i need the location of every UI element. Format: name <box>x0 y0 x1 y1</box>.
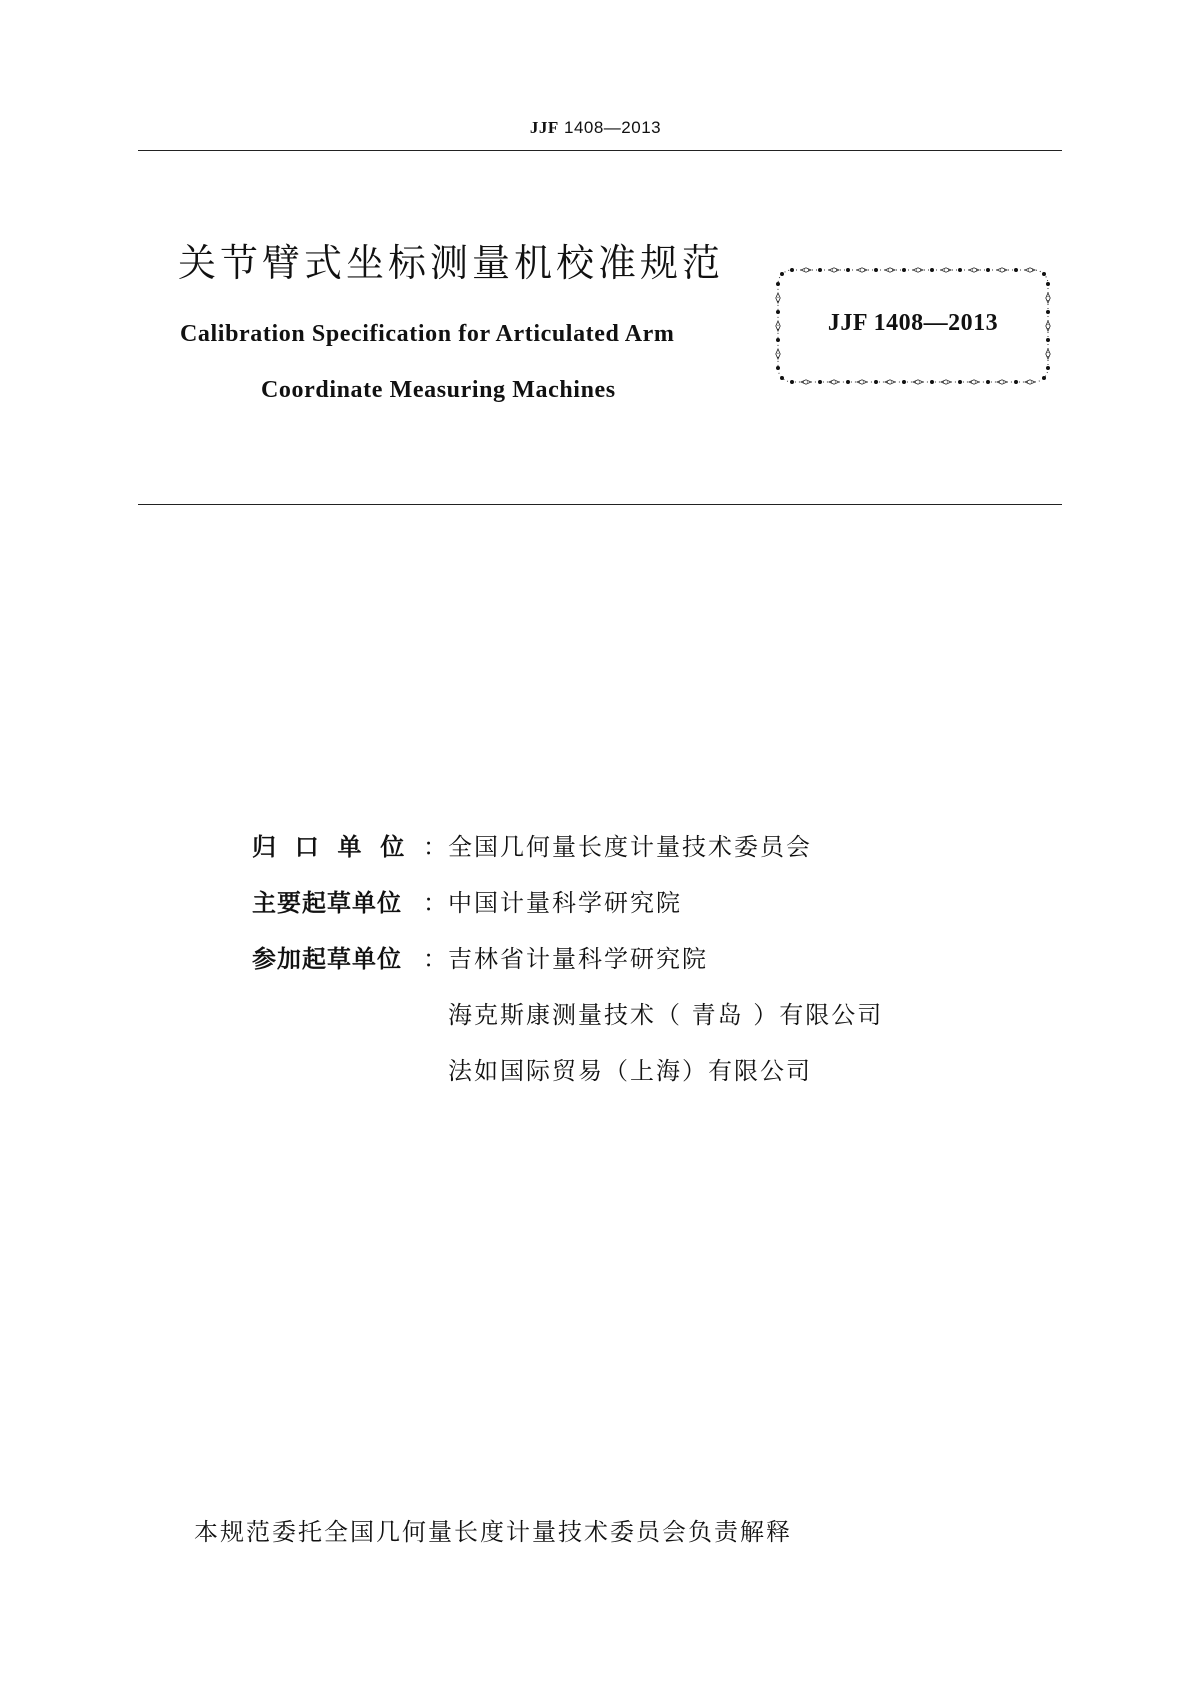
running-header <box>0 118 1191 138</box>
running-header-prefix: JJF <box>529 118 559 137</box>
unit-row-participating-2 <box>252 984 883 1040</box>
participating-value-3: 法如国际贸易（上海）有限公司 <box>448 1056 812 1085</box>
responsible-unit-label: 归 口 单 位 ： <box>252 832 448 861</box>
participating-value-2: 海克斯康测量技术（ 青岛 ）有限公司 <box>448 1000 884 1029</box>
drafting-units <box>252 816 883 1096</box>
participating-label: 参加起草单位 ： <box>252 944 448 973</box>
main-drafter-label: 主要起草单位 ： <box>252 888 448 917</box>
unit-row-participating <box>252 928 883 984</box>
responsible-unit-value: 全国几何量长度计量技术委员会 <box>448 832 812 861</box>
unit-row-responsible <box>252 816 883 872</box>
unit-row-participating-3 <box>252 1040 883 1096</box>
title-english-line-1: Calibration Specification for Articulated Arm <box>180 321 675 347</box>
top-rule <box>138 150 1062 151</box>
interpretation-note: 本规范委托全国几何量长度计量技术委员会负责解释 <box>194 1518 792 1546</box>
specification-code-box <box>774 266 1052 386</box>
participating-value-1: 吉林省计量科学研究院 <box>448 944 708 973</box>
unit-row-main-drafter <box>252 872 883 928</box>
main-drafter-value: 中国计量科学研究院 <box>448 888 682 917</box>
title-chinese: 关节臂式坐标测量机校准规范 <box>178 241 725 285</box>
title-english-line-2: Coordinate Measuring Machines <box>261 377 616 403</box>
running-header-number: 1408—2013 <box>563 118 662 137</box>
specification-code: JJF 1408—2013 <box>827 310 999 336</box>
bottom-rule <box>138 504 1062 505</box>
